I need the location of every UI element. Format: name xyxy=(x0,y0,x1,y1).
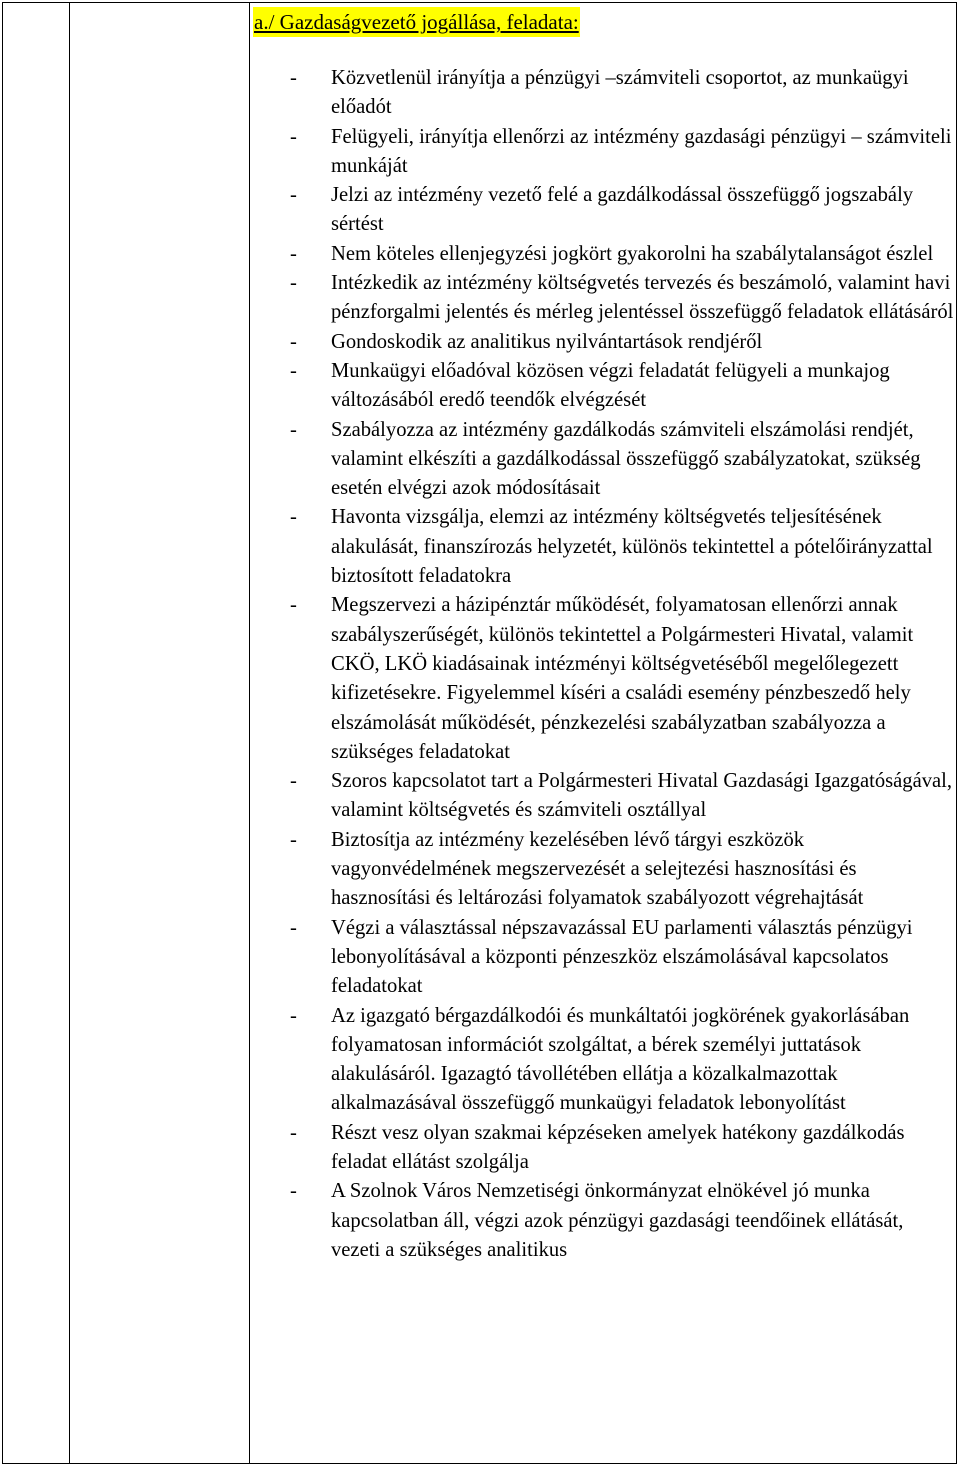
list-item xyxy=(253,914,955,1002)
list-item-text: Felügyeli, irányítja ellenőrzi az intézmény gazdasági pénzügyi – számviteli munkáját xyxy=(331,125,952,177)
list-item-text: Az igazgató bérgazdálkodói és munkáltatói jogkörének gyakorlásában folyamatosan információt szolgáltat, a bérek személyi juttatások alakulásáról. Igazagtó távollétében ellátja a közalkalmazottak alkalmazásával összefüggő munkaügyi feladatok lebonyolítást xyxy=(331,1004,910,1115)
dash-bullet: - xyxy=(290,272,297,295)
dash-bullet: - xyxy=(290,506,297,529)
list-item-text: Jelzi az intézmény vezető felé a gazdálkodással összefüggő jogszabály sértést xyxy=(331,184,914,236)
list-item xyxy=(253,269,955,328)
task-list xyxy=(253,64,955,1265)
content-cell xyxy=(253,7,955,1265)
dash-bullet: - xyxy=(290,184,297,207)
list-item-text: Munkaügyi előadóval közösen végzi feladatát felügyeli a munkajog változásából eredő teendők elvégzését xyxy=(331,359,890,412)
dash-bullet: - xyxy=(290,242,297,265)
list-item xyxy=(253,767,955,826)
dash-bullet: - xyxy=(290,1121,297,1144)
dash-bullet: - xyxy=(290,125,297,148)
dash-bullet: - xyxy=(290,770,297,793)
list-item xyxy=(253,503,955,591)
column-divider xyxy=(69,3,70,1463)
list-item xyxy=(253,416,955,504)
dash-bullet: - xyxy=(290,330,297,353)
list-item xyxy=(253,328,955,357)
list-item xyxy=(253,591,955,767)
list-item xyxy=(253,181,955,240)
list-item xyxy=(253,240,955,269)
section-heading: a./ Gazdaságvezető jogállása, feladata: xyxy=(253,7,580,37)
dash-bullet: - xyxy=(290,1180,297,1203)
dash-bullet: - xyxy=(290,418,297,441)
list-item xyxy=(253,1177,955,1265)
list-item xyxy=(253,357,955,416)
list-item xyxy=(253,64,955,123)
dash-bullet: - xyxy=(290,916,297,939)
dash-bullet: - xyxy=(290,828,297,851)
list-item-text: Gondoskodik az analitikus nyilvántartások rendjéről xyxy=(331,330,763,353)
list-item-text: Nem köteles ellenjegyzési jogkört gyakorolni ha szabálytalanságot észlel xyxy=(331,242,934,265)
list-item-text: Megszervezi a házipénztár működését, folyamatosan ellenőrzi annak szabályszerűségét, különös tekintettel a Polgármesteri Hivatal, valamit CKÖ, LKÖ kiadásainak intézményi költségvetéséből megelőlegezett kifizetésekre. Figyelemmel kíséri a családi esemény pénzbeszedő hely elszámolását működését, pénzkezelési szabályzatban szabályozza a szükséges feladatokat xyxy=(331,594,914,763)
list-item-text: A Szolnok Város Nemzetiségi önkormányzat elnökével jó munka kapcsolatban áll, végzi azok pénzügyi gazdasági teendőinek ellátását, vezeti a szükséges analitikus xyxy=(331,1180,904,1261)
dash-bullet: - xyxy=(290,1004,297,1027)
dash-bullet: - xyxy=(290,67,297,89)
list-item-text: Részt vesz olyan szakmai képzéseken amelyek hatékony gazdálkodás feladat ellátást szolgálja xyxy=(331,1121,905,1173)
list-item xyxy=(253,1002,955,1119)
list-item-text: Végzi a választással népszavazással EU parlamenti választás pénzügyi lebonyolításával a központi pénzeszköz elszámolásával kapcsolatos feladatokat xyxy=(331,916,913,998)
document-table xyxy=(2,2,957,1464)
list-item-text: Havonta vizsgálja, elemzi az intézmény költségvetés teljesítésének alakulását, finanszírozás helyzetét, különös tekintettel a pótelőirányzattal biztosított feladatokra xyxy=(331,506,933,588)
column-divider xyxy=(249,3,250,1463)
dash-bullet: - xyxy=(290,594,297,617)
list-item xyxy=(253,826,955,914)
list-item-text: Közvetlenül irányítja a pénzügyi –számviteli csoportot, az munkaügyi előadót xyxy=(331,67,909,119)
list-item-text: Szabályozza az intézmény gazdálkodás számviteli elszámolási rendjét, valamint elkészíti a gazdálkodással összefüggő szabályzatokat, szükség esetén elvégzi azok módosításait xyxy=(331,418,921,500)
list-item-text: Biztosítja az intézmény kezelésében lévő tárgyi eszközök vagyonvédelmének megszervezését a selejtezési hasznosítási és hasznosítási és leltározási folyamatok szabályozott végrehajtását xyxy=(331,828,864,910)
list-item xyxy=(253,123,955,182)
list-item-text: Szoros kapcsolatot tart a Polgármesteri Hivatal Gazdasági Igazgatóságával, valamint költségvetés és számviteli osztállyal xyxy=(331,770,953,822)
list-item-text: Intézkedik az intézmény költségvetés tervezés és beszámoló, valamint havi pénzforgalmi jelentés és mérleg jelentéssel összefüggő feladatok ellátásáról xyxy=(331,272,954,324)
dash-bullet: - xyxy=(290,359,297,382)
list-item xyxy=(253,1119,955,1178)
